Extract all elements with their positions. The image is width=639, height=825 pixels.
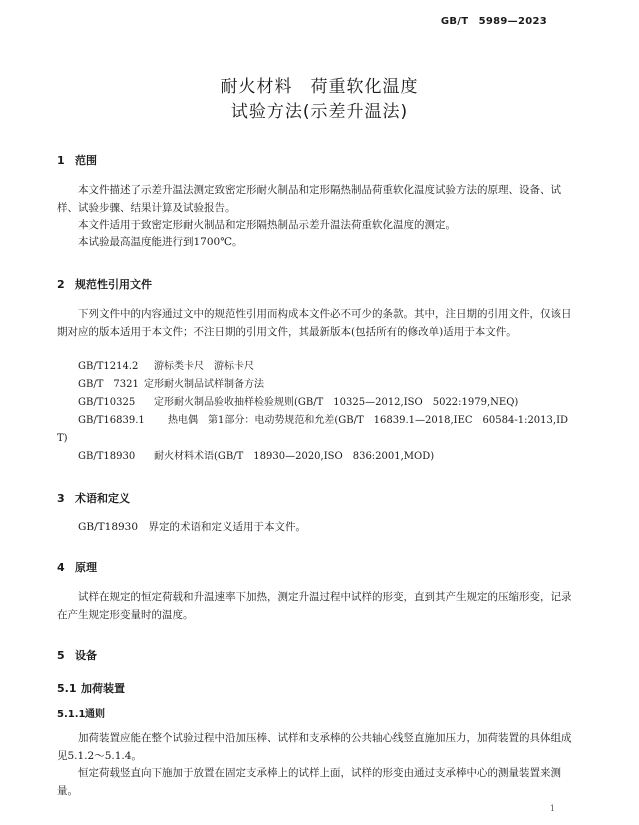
section-number: 2: [57, 278, 65, 291]
section-title: 原理: [75, 561, 97, 574]
reference-title: 定形耐火制品试样制备方法: [144, 379, 264, 390]
section-5-heading: [57, 647, 97, 663]
section-4-heading: [57, 559, 97, 575]
section-title: 规范性引用文件: [75, 278, 152, 291]
reference-code: GB/T18930: [78, 451, 136, 462]
section-title: 范围: [75, 154, 97, 167]
section-5-1-heading: [57, 680, 125, 696]
section-1-paragraph-3: 本试验最高温度能进行到1700℃。: [78, 236, 243, 248]
section-title: 设备: [75, 649, 97, 662]
section-1-paragraph-1: 本文件描述了示差升温法测定致密定形耐火制品和定形隔热制品荷重软化温度试验方法的原理、设备、试样、试验步骤、结果计算及试验报告。: [57, 184, 561, 214]
reference-title: 游标类卡尺 游标卡尺: [154, 361, 254, 372]
section-5-1-1-paragraph-1: 加荷装置应能在整个试验过程中沿加压棒、试样和支承棒的公共轴心线竖直施加压力，加荷装置的具体组成见5.1.2～5.1.4。: [57, 732, 572, 762]
reference-title: 热电偶 第1部分：电动势规范和允差(GB/T 16839.1—2018,IEC 60584-1:2013,IDT): [57, 415, 569, 444]
reference-code: GB/T10325: [78, 397, 136, 408]
section-2-heading: [57, 276, 152, 292]
section-title: 术语和定义: [75, 492, 130, 505]
standard-code: GB/T 5989—2023: [440, 16, 547, 27]
reference-title: 定形耐火制品验收抽样检验规则(GB/T 10325—2012,ISO 5022:1979,NEQ): [154, 397, 519, 408]
section-number: 4: [57, 561, 65, 574]
reference-code: GB/T 7321: [78, 379, 139, 390]
document-title-line2: 试验方法(示差升温法): [230, 102, 409, 122]
section-3-heading: [57, 490, 130, 506]
section-2-paragraph-1: 下列文件中的内容通过文中的规范性引用而构成本文件必不可少的条款。其中，注日期的引用文件，仅该日期对应的版本适用于本文件；不注日期的引用文件，其最新版本(包括所有的修改单)适用于本文件。: [57, 308, 572, 338]
page-number: 1: [549, 804, 555, 813]
document-title-line1: 耐火材料 荷重软化温度: [220, 77, 419, 97]
section-1-heading: [57, 152, 97, 168]
section-number: 1: [57, 154, 65, 167]
reference-code: GB/T1214.2: [78, 361, 139, 372]
reference-item: [57, 448, 575, 466]
section-number: 5.1.1: [57, 709, 86, 720]
reference-code: GB/T16839.1: [78, 415, 145, 426]
section-title: 加荷装置: [81, 682, 125, 695]
reference-item: [57, 412, 575, 447]
reference-item: [57, 376, 575, 394]
reference-title: 耐火材料术语(GB/T 18930—2020,ISO 836:2001,MOD): [154, 451, 435, 462]
reference-item: [57, 358, 575, 376]
section-1-paragraph-2: 本文件适用于致密定形耐火制品和定形隔热制品示差升温法荷重软化温度的测定。: [78, 219, 456, 231]
section-4-paragraph-1: 试样在规定的恒定荷载和升温速率下加热，测定升温过程中试样的形变，直到其产生规定的压缩形变，记录在产生规定形变量时的温度。: [57, 591, 572, 621]
section-3-paragraph-1: GB/T18930 界定的术语和定义适用于本文件。: [78, 521, 307, 533]
section-title: 通则: [85, 709, 105, 720]
section-5-1-1-heading: [57, 705, 105, 720]
section-number: 5: [57, 649, 65, 662]
section-number: 5.1: [57, 682, 77, 695]
section-number: 3: [57, 492, 65, 505]
reference-item: [57, 394, 575, 412]
section-5-1-1-paragraph-2: 恒定荷载竖直向下施加于放置在固定支承棒上的试样上面，试样的形变由通过支承棒中心的测量装置来测量。: [57, 767, 561, 797]
